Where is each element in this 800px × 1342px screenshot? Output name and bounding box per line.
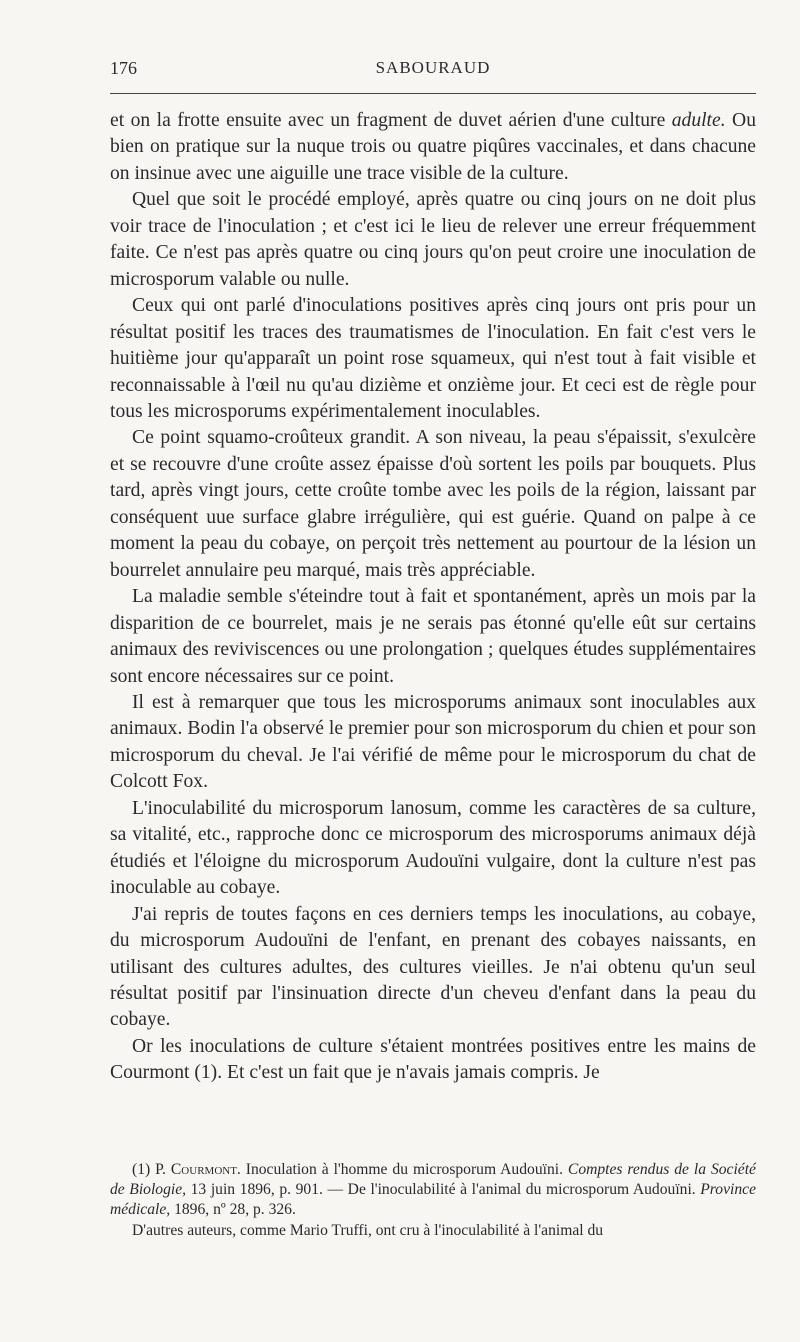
paragraph (110, 293, 756, 425)
paragraph (110, 690, 756, 796)
footnotes (110, 1160, 756, 1241)
text-run: (1) P. (132, 1161, 171, 1178)
paragraph (110, 1034, 756, 1087)
text-run: D'autres auteurs, comme Mario Truffi, ont cru à l'inoculabilité à l'animal du (132, 1221, 604, 1239)
author-name: Courmont (170, 1161, 237, 1178)
paragraph (110, 902, 756, 1034)
text-run: Ceux qui ont parlé d'inoculations positives après cinq jours ont pris pour un résultat positif les traces des traumatismes de l'inoculation. En fait c'est vers le huitième jour qu'apparaît un point rose squameux, qui n'est tout à fait visible et reconnaissable à l'œil nu qu'au dizième et onzième jour. Et ceci est de règle pour tous les microsporums expérimentalement inoculables. (110, 295, 756, 422)
page-header (110, 58, 756, 88)
running-title: SABOURAUD (375, 58, 491, 77)
paragraph (110, 187, 756, 293)
text-run: Or les inoculations de culture s'étaient montrées positives entre les mains de Courmont (1). Et c'est un fait que je n'avais jamais compris. Je (110, 1035, 756, 1084)
text-run: 13 juin 1896, p. 901. — De l'inoculabilité à l'animal du microsporum Audouïni. (186, 1181, 701, 1199)
body-text (110, 108, 756, 1087)
header-rule (110, 93, 756, 94)
text-run: La maladie semble s'éteindre tout à fait et spontanément, après un mois par la disparition de ce bourrelet, mais je ne serais pas étonné qu'elle eût sur certains animaux des reviviscences ou une prolongation ; quelques études supplémentaires sont encore nécessaires sur ce point. (110, 586, 756, 687)
text-run: L'inoculabilité du microsporum lanosum, comme les caractères de sa culture, sa vitalité, etc., rapproche donc ce microsporum des microsporums animaux déjà étudiés et l'éloigne du microsporum Audouïni vulgaire, dont la culture n'est pas inoculable au cobaye. (110, 797, 756, 899)
text-run: Quel que soit le procédé employé, après quatre ou cinq jours on ne doit plus voir trace de l'inoculation ; et c'est ici le lieu de relever une erreur fréquemment faite. Ce n'est pas après quatre ou cinq jours qu'on peut croire une inoculation de microsporum valable ou nulle. (110, 189, 756, 290)
page-number: 176 (110, 58, 137, 78)
footnote (110, 1221, 756, 1241)
text-run: 1896, nº 28, p. 326. (170, 1201, 296, 1219)
paragraph (110, 796, 756, 902)
text-run: J'ai repris de toutes façons en ces derniers temps les inoculations, au cobaye, du microsporum Audouïni de l'enfant, en prenant des cobayes naissants, en utilisant des cultures adultes, des cultures vieilles. Je n'ai obtenu qu'un seul résultat positif par l'insinuation directe d'un cheveu d'enfant dans la peau du cobaye. (110, 903, 756, 1031)
text-run: Il est à remarquer que tous les microsporums animaux sont inoculables aux animaux. Bodin l'a observé le premier pour son microsporum du chien et pour son microsporum du cheval. Je l'ai vérifié de même pour le microsporum du chat de Colcott Fox. (110, 691, 756, 793)
italic-text: adulte. (671, 110, 726, 131)
paragraph (110, 108, 756, 187)
paragraph (110, 584, 756, 690)
footnote (110, 1160, 756, 1221)
italic-text: Comptes rendus de la Société de Biologie, (110, 1161, 756, 1199)
text-run: et on la frotte ensuite avec un fragment de duvet aérien d'une culture (110, 110, 672, 131)
text-run: Ou bien on pratique sur la nuque trois ou quatre piqûres vaccinales, et dans chacune on insinue avec une aiguille une trace visible de la culture. (110, 110, 756, 184)
italic-text: Province médicale, (110, 1181, 756, 1219)
paragraph (110, 425, 756, 584)
text-run: Ce point squamo-croûteux grandit. A son niveau, la peau s'épaissit, s'exulcère et se recouvre d'une croûte assez épaisse d'où sortent les poils par bouquets. Plus tard, après vingt jours, cette croûte tombe avec les poils de la région, laissant par conséquent uue surface glabre irrégulière, qui est guérie. Quand on palpe à ce moment la peau du cobaye, on perçoit très nettement au pourtour de la lésion un bourrelet annulaire peu marqué, mais très appréciable. (110, 427, 756, 581)
text-run: . Inoculation à l'homme du microsporum Audouïni. (236, 1161, 568, 1178)
